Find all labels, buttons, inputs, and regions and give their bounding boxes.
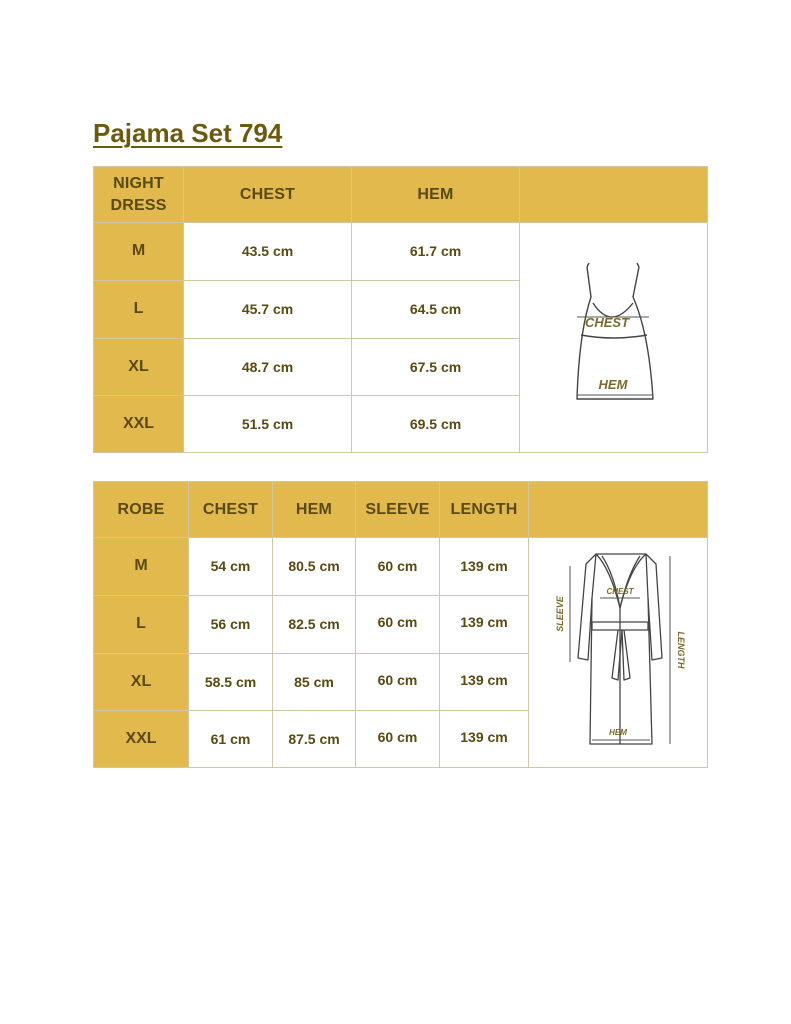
chest-value: 45.7 cm: [184, 280, 352, 338]
column-header-hem: HEM: [273, 482, 356, 538]
diagram-hem-label: HEM: [608, 728, 627, 737]
hem-value: 85 cm: [273, 653, 356, 711]
column-header-nightdress: NIGHT DRESS: [94, 167, 184, 223]
length-value: 139 cm: [440, 711, 529, 768]
sleeve-value: 60 cm: [356, 653, 440, 711]
hem-value: 67.5 cm: [352, 338, 520, 396]
size-label: XL: [94, 338, 184, 396]
column-header-sleeve: SLEEVE: [356, 482, 440, 538]
diagram-hem-label: HEM: [598, 377, 627, 392]
size-label: XXL: [94, 711, 189, 768]
hem-value: 69.5 cm: [352, 396, 520, 453]
length-value: 139 cm: [440, 538, 529, 596]
chest-value: 54 cm: [189, 538, 273, 596]
diagram-length-label: LENGTH: [675, 631, 686, 669]
column-header-hem: HEM: [352, 167, 520, 223]
table-header-row: [94, 167, 708, 223]
chest-value: 58.5 cm: [189, 653, 273, 711]
table-row: [94, 538, 708, 596]
column-header-robe: ROBE: [94, 482, 189, 538]
column-header-chest: CHEST: [184, 167, 352, 223]
chest-value: 61 cm: [189, 711, 273, 768]
size-label: XXL: [94, 396, 184, 453]
length-value: 139 cm: [440, 653, 529, 711]
hem-value: 80.5 cm: [273, 538, 356, 596]
chest-value: 56 cm: [189, 595, 273, 653]
column-header-chest: CHEST: [189, 482, 273, 538]
column-header-blank: [529, 482, 708, 538]
sleeve-value: 60 cm: [356, 711, 440, 768]
diagram-chest-label: CHEST: [584, 315, 629, 330]
hem-value: 64.5 cm: [352, 280, 520, 338]
hem-value: 82.5 cm: [273, 595, 356, 653]
size-label: L: [94, 280, 184, 338]
diagram-sleeve-label: SLEEVE: [554, 596, 565, 632]
nightdress-diagram-cell: [520, 223, 708, 453]
chest-value: 51.5 cm: [184, 396, 352, 453]
diagram-chest-label: CHEST: [605, 587, 634, 596]
column-header-length: LENGTH: [440, 482, 529, 538]
table-row: [94, 223, 708, 281]
sleeve-value: 60 cm: [356, 595, 440, 653]
robe-diagram: [530, 538, 707, 762]
robe-size-table: [93, 481, 708, 768]
table-header-row: [94, 482, 708, 538]
nightdress-diagram: [521, 223, 707, 447]
hem-value: 61.7 cm: [352, 223, 520, 281]
nightdress-size-table: [93, 166, 708, 453]
chest-value: 43.5 cm: [184, 223, 352, 281]
size-label: M: [94, 223, 184, 281]
size-label: L: [94, 595, 189, 653]
robe-diagram-cell: [529, 538, 708, 768]
hem-value: 87.5 cm: [273, 711, 356, 768]
length-value: 139 cm: [440, 595, 529, 653]
size-label: M: [94, 538, 189, 596]
column-header-blank: [520, 167, 708, 223]
chest-value: 48.7 cm: [184, 338, 352, 396]
size-label: XL: [94, 653, 189, 711]
sleeve-value: 60 cm: [356, 538, 440, 596]
page-title: Pajama Set 794: [93, 118, 283, 148]
